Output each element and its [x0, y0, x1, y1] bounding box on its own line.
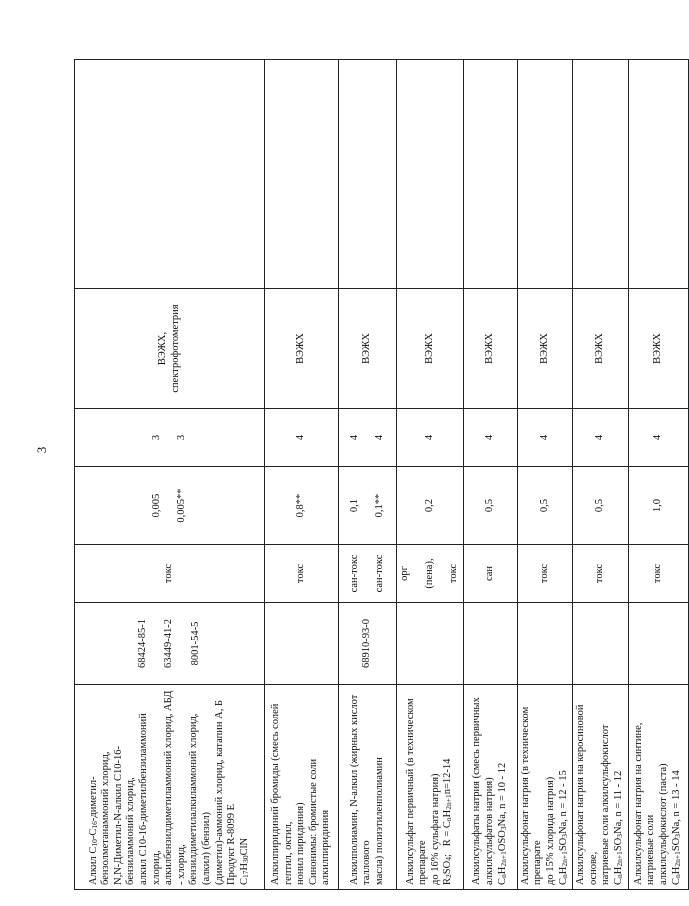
cas-line: 68424-85-1 — [136, 619, 148, 668]
limit-value-cell — [573, 467, 628, 545]
table-row — [463, 60, 517, 890]
cas-line: 68910-93-0 — [361, 619, 373, 668]
name-line: $С_nН_{2n+1}SO_3Na$, n = 13 - 14 — [670, 770, 682, 885]
limit-value-cell — [517, 467, 572, 545]
cas-number-cell — [517, 603, 572, 685]
analysis-method-cell — [463, 289, 517, 409]
method-line: ВЭЖХ — [483, 333, 495, 364]
cas-number-cell — [628, 603, 688, 685]
name-line: Алкилпиридиний бромиды (смесь солей гептил, октил, — [270, 703, 294, 885]
name-line: Алкилсульфонат натрия (в техническом препарате — [519, 706, 544, 885]
name-line: алкилсульфатов натрия) — [483, 777, 495, 885]
hazard-class-cell — [517, 409, 572, 467]
blank-cell — [463, 60, 517, 289]
hazard-indicator-cell — [463, 545, 517, 603]
name-line: N,N-Диметил-N-алкил С10-16-бензиламмоний хлорид, — [112, 746, 137, 885]
hazard-line: токс — [448, 563, 460, 584]
limit-line: 0,1** — [373, 493, 385, 518]
hazard-line: сан-токс — [348, 554, 360, 593]
hazard-indicator-cell — [628, 545, 688, 603]
substance-name-cell — [75, 685, 265, 890]
limit-value-cell — [463, 467, 517, 545]
method-line: ВЭЖХ — [295, 333, 307, 364]
name-line: масла) полиэтиленполиамин — [373, 757, 385, 885]
hazard-line: токс — [163, 563, 175, 584]
name-line: Синонимы: бромистые соли алкилпиридиния — [307, 758, 332, 885]
method-line: спектрофотометрия — [169, 304, 181, 393]
hazard_class-line: 4 — [373, 434, 385, 441]
cas-number-cell — [573, 603, 628, 685]
table-row — [517, 60, 572, 890]
table-row — [75, 60, 265, 890]
method-line: ВЭЖХ — [361, 333, 373, 364]
limit-value-cell — [339, 467, 397, 545]
hazard-indicator-cell — [265, 545, 339, 603]
blank-cell — [265, 60, 339, 289]
table-row — [573, 60, 628, 890]
hazard_class-line: 4 — [483, 434, 495, 441]
hazard-indicator-cell — [517, 545, 572, 603]
table-row — [628, 60, 688, 890]
analysis-method-cell — [517, 289, 572, 409]
hazard-class-cell — [75, 409, 265, 467]
limit-value-cell — [628, 467, 688, 545]
hazard_class-line: 3 — [175, 434, 187, 441]
limit-line: 0,5 — [594, 498, 606, 513]
blank-cell — [628, 60, 688, 289]
hazard-indicator-cell — [397, 545, 464, 603]
name-line: Алкилполиамин, N-алкил (жирных кислот таллового — [348, 694, 373, 885]
hazard-indicator-cell — [75, 545, 265, 603]
cas-number-cell — [265, 603, 339, 685]
name-line: $С_nН_{2n+1}SO_3Na$, n = 12 - 15 — [557, 770, 569, 885]
name-line: нонил пиридиния) — [295, 802, 307, 885]
name-line: $R_2SO_4$; $R = С_nН_{2n+1}n=12-14$ — [442, 758, 454, 885]
limit-line: 0,2 — [423, 498, 435, 513]
substance-name-cell — [573, 685, 628, 890]
hazard-class-cell — [339, 409, 397, 467]
hazard_class-line: 3 — [150, 434, 162, 441]
substance-name-cell — [628, 685, 688, 890]
hazard-class-cell — [397, 409, 464, 467]
substance-name-cell — [339, 685, 397, 890]
page-number: 3 — [34, 446, 49, 454]
cas-number-cell — [463, 603, 517, 685]
hazard-line: орг — [399, 566, 410, 581]
method-line: ВЭЖХ — [423, 333, 435, 364]
name-line: $С_nН_{2n+1}SO_3Na$, n = 11 - 12 — [612, 770, 624, 885]
name-line: $С_{17}Н_{30}ClN$ — [238, 837, 250, 885]
name-line: до 15% хлорида натрия) — [544, 776, 556, 885]
table-row — [339, 60, 397, 890]
name-line: Алкил $С_{10}-С_{16}-диметил$-бензолметанаммоний хлорид, — [87, 751, 112, 885]
substance-name-cell — [517, 685, 572, 890]
limit-line: 0,005** — [175, 488, 187, 523]
name-line: до 16% сульфата натрия) — [429, 773, 441, 885]
name-line: Алкилсульфаты натрия (смесь первичных — [471, 697, 483, 885]
hazard-line: сан-токс — [373, 554, 385, 593]
name-line: бензилдиметилалкиламмоний хлорид, (алкил) (бензил) — [188, 713, 212, 885]
limit-value-cell — [75, 467, 265, 545]
limit-line: 0,5 — [483, 498, 495, 513]
blank-cell — [75, 60, 265, 289]
analysis-method-cell — [265, 289, 339, 409]
hazard-line: токс — [295, 563, 307, 584]
hazard_class-line: 4 — [348, 434, 360, 441]
cas-line: 8001-54-5 — [189, 621, 201, 666]
substance-name-cell — [463, 685, 517, 890]
limit-line: 1,0 — [651, 498, 663, 513]
substance-name-cell — [397, 685, 464, 890]
name-line: $С_nН_{2n+1}OSO_3Na$, n = 10 - 12 — [496, 762, 508, 885]
table-row — [265, 60, 339, 890]
analysis-method-cell — [573, 289, 628, 409]
cas-line: 63449-41-2 — [163, 619, 175, 668]
cas-number-cell — [397, 603, 464, 685]
limit-line: 0,005 — [150, 493, 162, 518]
hazard-indicator-cell — [573, 545, 628, 603]
method-line: ВЭЖХ, — [156, 331, 168, 366]
hazard_class-line: 4 — [423, 434, 435, 441]
name-line: алкилбензилдиметиламмоний хлорид, АБД - хлорид, — [163, 690, 187, 885]
substances-table-rotated — [74, 60, 682, 890]
hazard_class-line: 4 — [538, 434, 550, 441]
hazard_class-line: 4 — [594, 434, 606, 441]
hazard-line: токс — [651, 563, 663, 584]
substance-name-cell — [265, 685, 339, 890]
analysis-method-cell — [397, 289, 464, 409]
limit-value-cell — [397, 467, 464, 545]
analysis-method-cell — [339, 289, 397, 409]
limit-line: 0,8** — [295, 493, 307, 518]
hazard-line: токс — [594, 563, 606, 584]
limit-line: 0,5 — [538, 498, 550, 513]
hazard-class-cell — [628, 409, 688, 467]
analysis-method-cell — [628, 289, 688, 409]
blank-cell — [517, 60, 572, 289]
blank-cell — [339, 60, 397, 289]
substances-table — [74, 59, 689, 890]
name-line: Алкилсульфонат натрия на синтине, натриевые соли — [632, 722, 657, 885]
hazard-indicator-cell — [339, 545, 397, 603]
method-line: ВЭЖХ — [594, 333, 606, 364]
name-line: алкилсульфокислот (паста) — [658, 763, 670, 885]
method-line: ВЭЖХ — [651, 333, 663, 364]
name-line: Алкилсульфонат натрия на керосиновой основе, — [575, 704, 599, 885]
method-line: ВЭЖХ — [538, 333, 550, 364]
hazard-class-cell — [463, 409, 517, 467]
name-line: алкил С10-16-диметилбензиламмоний хлорид, — [138, 713, 162, 885]
hazard-class-cell — [265, 409, 339, 467]
analysis-method-cell — [75, 289, 265, 409]
name-line: Продукт R-8099 Е — [226, 803, 238, 885]
hazard-line: (пена), — [423, 558, 435, 589]
limit-line: 0,1 — [348, 498, 360, 513]
blank-cell — [573, 60, 628, 289]
limit-value-cell — [265, 467, 339, 545]
name-line: (диметил)-аммоний хлорид, катапин А, Б — [213, 699, 225, 885]
name-line: натриевые соли алкилсульфокислот — [600, 724, 612, 885]
cas-number-cell — [339, 603, 397, 685]
name-line: Алкилсульфат первичный (в техническом препарате — [404, 698, 429, 885]
hazard-line: сан — [483, 565, 495, 582]
hazard_class-line: 4 — [651, 434, 663, 441]
hazard-line: токс — [538, 563, 550, 584]
table-row — [397, 60, 464, 890]
hazard_class-line: 4 — [295, 434, 307, 441]
hazard-class-cell — [573, 409, 628, 467]
blank-cell — [397, 60, 464, 289]
cas-number-cell — [75, 603, 265, 685]
